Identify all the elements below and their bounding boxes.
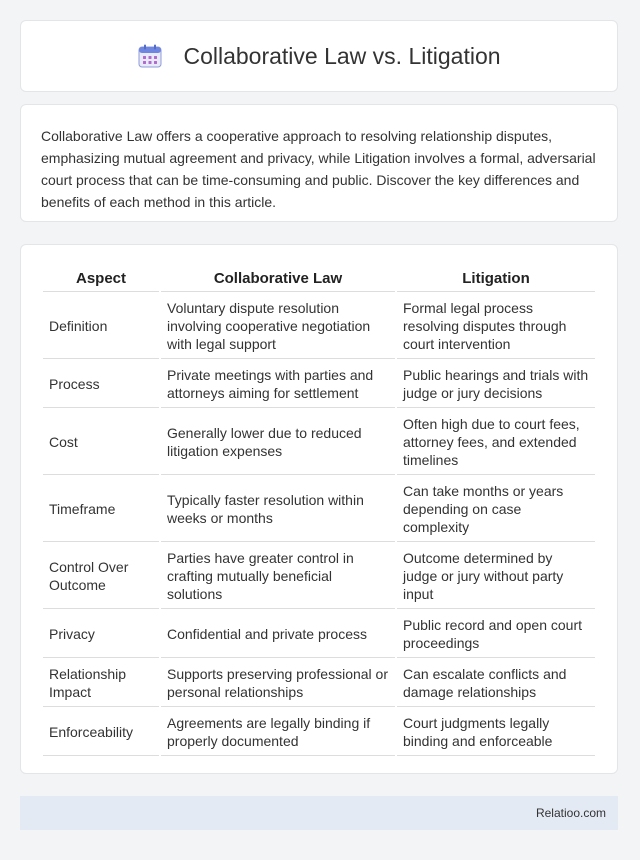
row-collaborative: Generally lower due to reduced litigation expenses [161,410,395,475]
row-litigation: Often high due to court fees, attorney fees, and extended timelines [397,410,595,475]
row-aspect: Timeframe [43,477,159,542]
row-aspect: Cost [43,410,159,475]
calendar-icon [137,43,163,69]
row-collaborative: Confidential and private process [161,611,395,658]
row-collaborative: Parties have greater control in crafting mutually beneficial solutions [161,544,395,609]
table-row [43,294,595,359]
row-litigation: Outcome determined by judge or jury without party input [397,544,595,609]
row-aspect: Process [43,361,159,408]
footer [20,796,618,830]
table-row [43,544,595,609]
row-aspect: Control Over Outcome [43,544,159,609]
intro-text: Collaborative Law offers a cooperative approach to resolving relationship disputes, emphasizing mutual agreement and privacy, while Litigation involves a formal, adversarial court process that can be time-consuming and public. Discover the key differences and benefits of each method in this article. [41,128,596,210]
header-litigation: Litigation [397,267,595,292]
comparison-card [20,244,618,774]
title-card [20,20,618,92]
row-aspect: Definition [43,294,159,359]
row-litigation: Can take months or years depending on case complexity [397,477,595,542]
row-aspect: Privacy [43,611,159,658]
header-collaborative-law: Collaborative Law [161,267,395,292]
table-row [43,660,595,707]
table-row [43,410,595,475]
row-aspect: Relationship Impact [43,660,159,707]
row-collaborative: Agreements are legally binding if properly documented [161,709,395,756]
table-row [43,477,595,542]
table-row [43,709,595,756]
table-row [43,611,595,658]
row-collaborative: Private meetings with parties and attorneys aiming for settlement [161,361,395,408]
table-header-row [43,267,595,292]
row-collaborative: Typically faster resolution within weeks or months [161,477,395,542]
intro-card [20,104,618,222]
table-row [43,361,595,408]
footer-brand[interactable]: Relatioo.com [535,806,606,820]
row-collaborative: Supports preserving professional or personal relationships [161,660,395,707]
comparison-table [41,265,597,758]
row-aspect: Enforceability [43,709,159,756]
header-aspect: Aspect [43,267,159,292]
row-litigation: Can escalate conflicts and damage relationships [397,660,595,707]
page-title: Collaborative Law vs. Litigation [183,42,501,69]
row-litigation: Court judgments legally binding and enforceable [397,709,595,756]
row-collaborative: Voluntary dispute resolution involving cooperative negotiation with legal support [161,294,395,359]
row-litigation: Public hearings and trials with judge or jury decisions [397,361,595,408]
row-litigation: Public record and open court proceedings [397,611,595,658]
row-litigation: Formal legal process resolving disputes through court intervention [397,294,595,359]
